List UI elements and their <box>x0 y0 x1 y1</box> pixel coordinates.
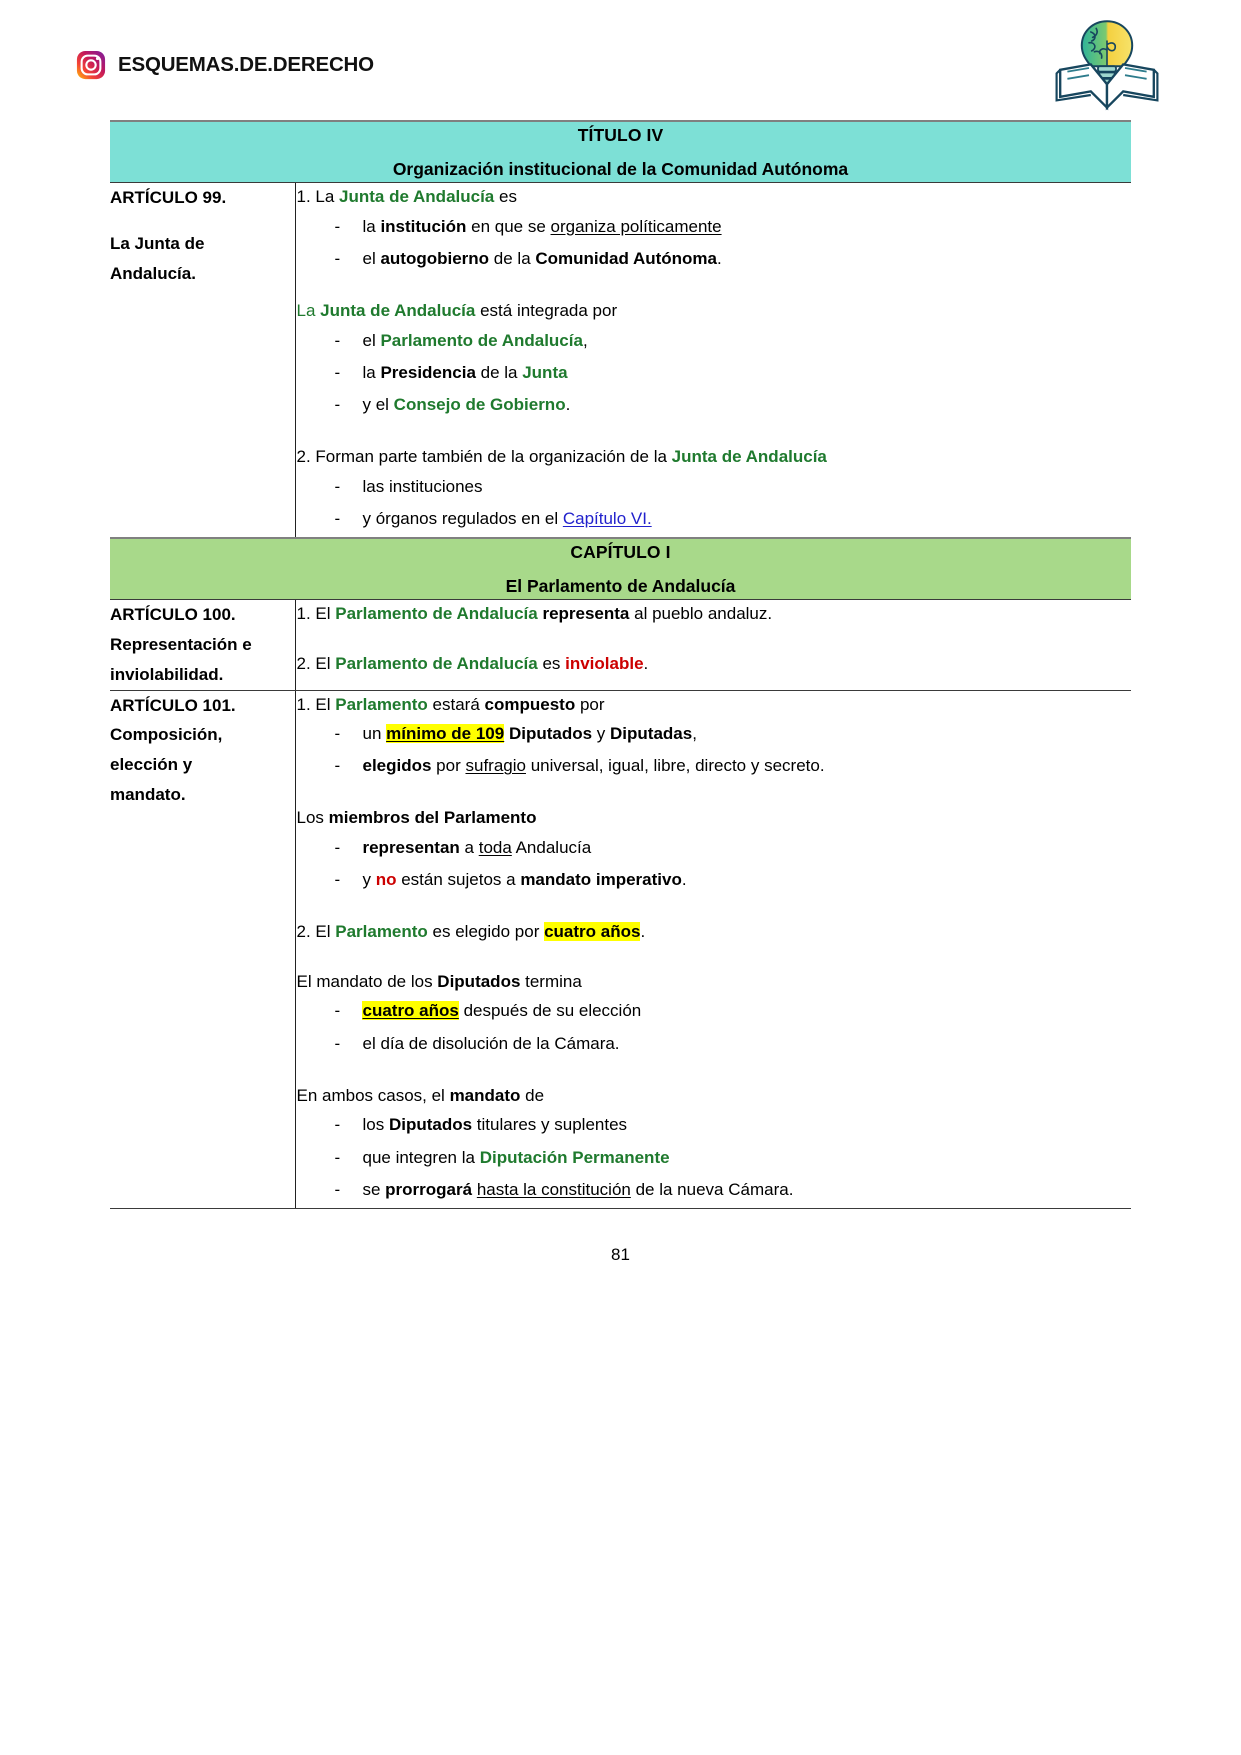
list-item: - el autogobierno de la Comunidad Autónoma. <box>296 245 1131 272</box>
list-item: - el Parlamento de Andalucía, <box>296 327 1131 354</box>
articulo-101-body-cell <box>296 690 1131 1208</box>
highlight-minimo-109: mínimo de 109 <box>386 724 505 744</box>
articulo-101-heading-cell <box>110 690 296 1208</box>
articulo-101-p5: En ambos casos, el mandato de <box>296 1085 545 1105</box>
articulo-100-label: ARTÍCULO 100. <box>109 605 236 625</box>
articulo-101-subtitle-line2: elección y <box>109 755 193 775</box>
articulo-100-subtitle-line2: inviolabilidad. <box>109 664 224 684</box>
articulo-99-p1 <box>296 183 1131 211</box>
table-row-articulo-101 <box>110 690 1131 1208</box>
table-row-articulo-100 <box>110 600 1131 690</box>
articulo-99-subtitle-line1: La Junta de <box>109 233 205 253</box>
page-header <box>0 0 1241 120</box>
articulo-99-subtitle-line2: Andalucía. <box>109 263 196 283</box>
articulo-101-p1: 1. El Parlamento estará compuesto por <box>296 694 605 714</box>
brain-lightbulb-book-logo <box>1053 14 1161 110</box>
articulo-99-label: ARTÍCULO 99. <box>109 188 227 208</box>
table-row-chapter-band <box>110 538 1131 600</box>
list-item: - cuatro años después de su elección <box>296 997 1131 1024</box>
list-item: - y no están sujetos a mandato imperativo. <box>296 866 1131 893</box>
page-number: 81 <box>611 1244 630 1264</box>
list-item: - la Presidencia de la Junta <box>296 359 1131 386</box>
capitulo-vi-link[interactable]: Capítulo VI. <box>562 508 652 528</box>
list-item: - la institución en que se organiza políticamente <box>296 213 1131 240</box>
list-item: - un mínimo de 109 Diputados y Diputadas, <box>296 720 1131 747</box>
articulo-100-body-cell <box>296 600 1131 690</box>
articulo-101-p3: 2. El Parlamento es elegido por cuatro años. <box>296 922 646 942</box>
articulo-99-p2: La Junta de Andalucía está integrada por <box>296 301 618 321</box>
articulo-99-heading-cell <box>110 183 296 538</box>
articulo-99-list-3 <box>296 473 1131 532</box>
capitulo-i-line1: CAPÍTULO I <box>570 542 671 563</box>
capitulo-i-line2: El Parlamento de Andalucía <box>505 575 736 596</box>
list-item: - los Diputados titulares y suplentes <box>296 1111 1131 1138</box>
list-item: - y el Consejo de Gobierno. <box>296 391 1131 418</box>
p1-number: 1. La <box>296 187 340 207</box>
list-item: - representan a toda Andalucía <box>296 834 1131 861</box>
titulo-iv-line1: TÍTULO IV <box>577 125 664 145</box>
list-item: - el día de disolución de la Cámara. <box>296 1030 1131 1057</box>
articulo-101-list-1 <box>296 720 1131 779</box>
brand-name: ESQUEMAS.DE.DERECHO <box>118 53 374 76</box>
articulo-100-p2: 2. El Parlamento de Andalucía es inviolable. <box>296 653 649 673</box>
list-item: - las instituciones <box>296 473 1131 500</box>
list-item: - y órganos regulados en el Capítulo VI. <box>296 505 1131 532</box>
list-item: - elegidos por sufragio universal, igual, libre, directo y secreto. <box>296 752 1131 779</box>
titulo-iv-line2: Organización institucional de la Comunidad Autónoma <box>392 158 849 179</box>
list-item: - que integren la Diputación Permanente <box>296 1144 1131 1171</box>
brand <box>76 50 374 80</box>
p1-green-term: Junta de Andalucía <box>339 187 495 207</box>
articulo-99-list-2 <box>296 327 1131 419</box>
articulo-99-p3: 2. Forman parte también de la organización de la Junta de Andalucía <box>296 447 827 467</box>
p1-tail: es <box>494 187 517 207</box>
titulo-iv-band <box>110 121 1131 183</box>
articulo-100-p1: 1. El Parlamento de Andalucía representa al pueblo andaluz. <box>296 604 773 624</box>
articulo-100-heading-cell <box>110 600 296 690</box>
table-row-articulo-99 <box>110 183 1131 538</box>
articulo-101-list-3 <box>296 997 1131 1056</box>
articulo-99-list-1 <box>296 213 1131 272</box>
articulo-99-body-cell <box>296 183 1131 538</box>
articulo-101-subtitle-line1: Composición, <box>109 725 223 745</box>
instagram-icon <box>76 50 106 80</box>
articulo-101-subtitle-line3: mandato. <box>109 784 186 804</box>
articulo-101-p4: El mandato de los Diputados termina <box>296 971 582 991</box>
content-table <box>110 120 1131 1209</box>
list-item: - se prorrogará hasta la constitución de la nueva Cámara. <box>296 1176 1131 1203</box>
highlight-cuatro-anios-1: cuatro años <box>544 922 641 942</box>
articulo-101-p2: Los miembros del Parlamento <box>296 808 537 828</box>
articulo-101-list-2 <box>296 834 1131 893</box>
capitulo-i-band <box>110 538 1131 600</box>
articulo-101-list-4 <box>296 1111 1131 1203</box>
articulo-100-subtitle-line1: Representación e <box>109 635 252 655</box>
highlight-cuatro-anios-2: cuatro años <box>362 1001 459 1021</box>
articulo-101-label: ARTÍCULO 101. <box>109 695 236 715</box>
table-row-title-band <box>110 121 1131 183</box>
